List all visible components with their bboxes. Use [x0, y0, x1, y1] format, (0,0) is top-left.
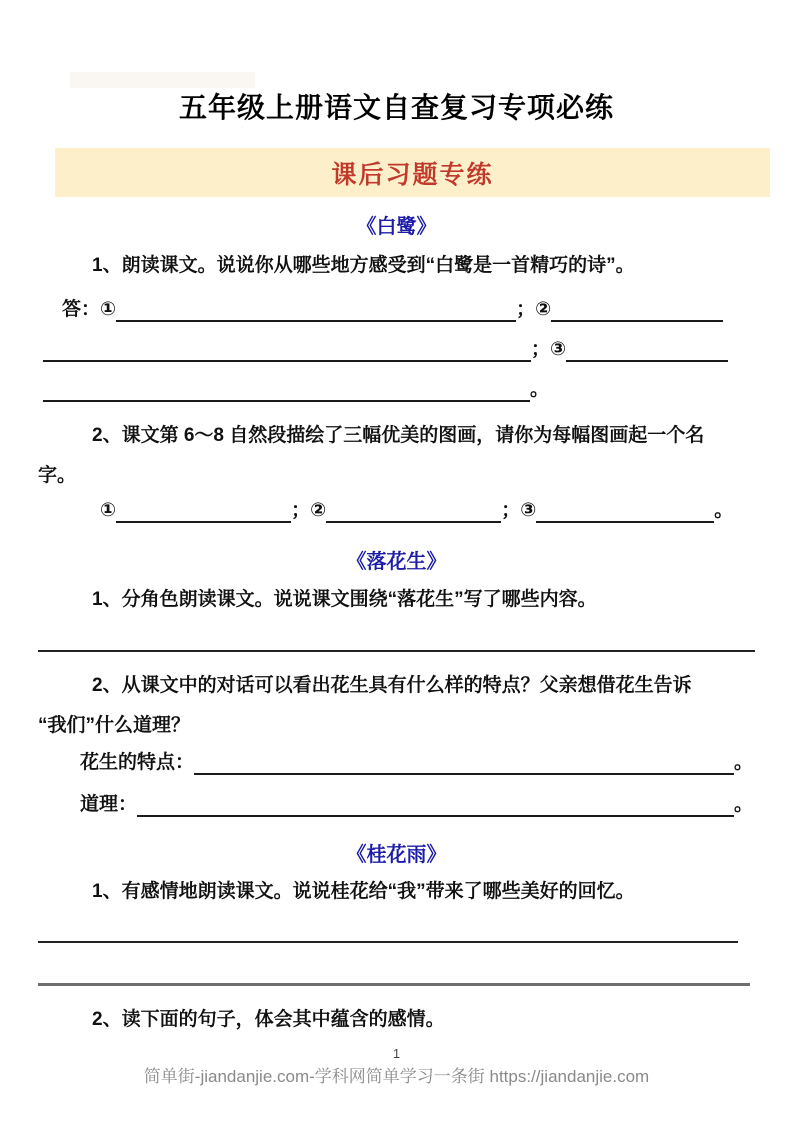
moral-answer-line	[80, 787, 753, 817]
section-heading-guihuayu: 《桂花雨》	[346, 844, 447, 866]
fill-blank-3	[43, 336, 531, 362]
answer-rule-line-3	[38, 983, 750, 986]
moral-period: 。	[733, 794, 753, 815]
fill-blank-moral	[137, 791, 734, 817]
fill-blank-1	[116, 296, 516, 322]
blank-2-label: ；②	[291, 500, 327, 521]
fill-blank-traits	[194, 749, 734, 775]
traits-answer-line	[80, 745, 753, 775]
page-number: 1	[392, 1046, 401, 1061]
answer-separator-3: ；③	[531, 339, 567, 360]
traits-label: 花生的特点：	[80, 752, 195, 773]
fill-blank-5	[43, 376, 530, 402]
fill-blank-8	[536, 497, 714, 523]
question-2-bailu-line2: 字。	[38, 465, 77, 486]
answer-label: 答：①	[62, 299, 117, 320]
section-heading-bailu: 《白鹭》	[356, 216, 437, 238]
footer-watermark: 简单街-jiandanjie.com-学科网简单学习一条街 https://jiandanjie.com	[143, 1067, 650, 1086]
banner-label: 课后习题专练	[331, 160, 494, 189]
question-2-luohuasheng-line1: 2、从课文中的对话可以看出花生具有什么样的特点？父亲想借花生告诉	[92, 675, 692, 696]
document-title: 五年级上册语文自查复习专项必练	[178, 92, 614, 123]
moral-label: 道理：	[80, 794, 138, 815]
question-2-bailu-line1: 2、课文第 6～8 自然段描绘了三幅优美的图画，请你为每幅图画起一个名	[92, 425, 705, 446]
blank-1-label: ①	[100, 500, 117, 521]
question-2-guihuayu: 2、读下面的句子，体会其中蕴含的感情。	[92, 1009, 445, 1030]
question-2-luohuasheng-line2: “我们”什么道理？	[38, 715, 191, 736]
answer-line-1	[62, 292, 723, 322]
answer-rule-line	[38, 650, 755, 652]
naming-blanks-line	[100, 493, 733, 523]
answer-rule-line-2	[38, 941, 738, 943]
fill-blank-7	[326, 497, 501, 523]
fill-blank-2	[551, 296, 723, 322]
traits-period: 。	[733, 752, 753, 773]
answer-line-3	[43, 372, 549, 402]
naming-period: 。	[714, 500, 734, 521]
answer-period: 。	[530, 379, 550, 400]
fill-blank-6	[116, 497, 291, 523]
fill-blank-4	[566, 336, 728, 362]
answer-line-2	[43, 332, 728, 362]
blank-3-label: ；③	[501, 500, 537, 521]
question-1-luohuasheng: 1、分角色朗读课文。说说课文围绕“落花生”写了哪些内容。	[92, 589, 597, 610]
section-banner	[55, 148, 770, 197]
section-heading-luohuasheng: 《落花生》	[346, 551, 447, 573]
question-1-bailu: 1、朗读课文。说说你从哪些地方感受到“白鹭是一首精巧的诗”。	[92, 255, 635, 276]
question-1-guihuayu: 1、有感情地朗读课文。说说桂花给“我”带来了哪些美好的回忆。	[92, 881, 635, 902]
answer-separator-2: ；②	[516, 299, 552, 320]
